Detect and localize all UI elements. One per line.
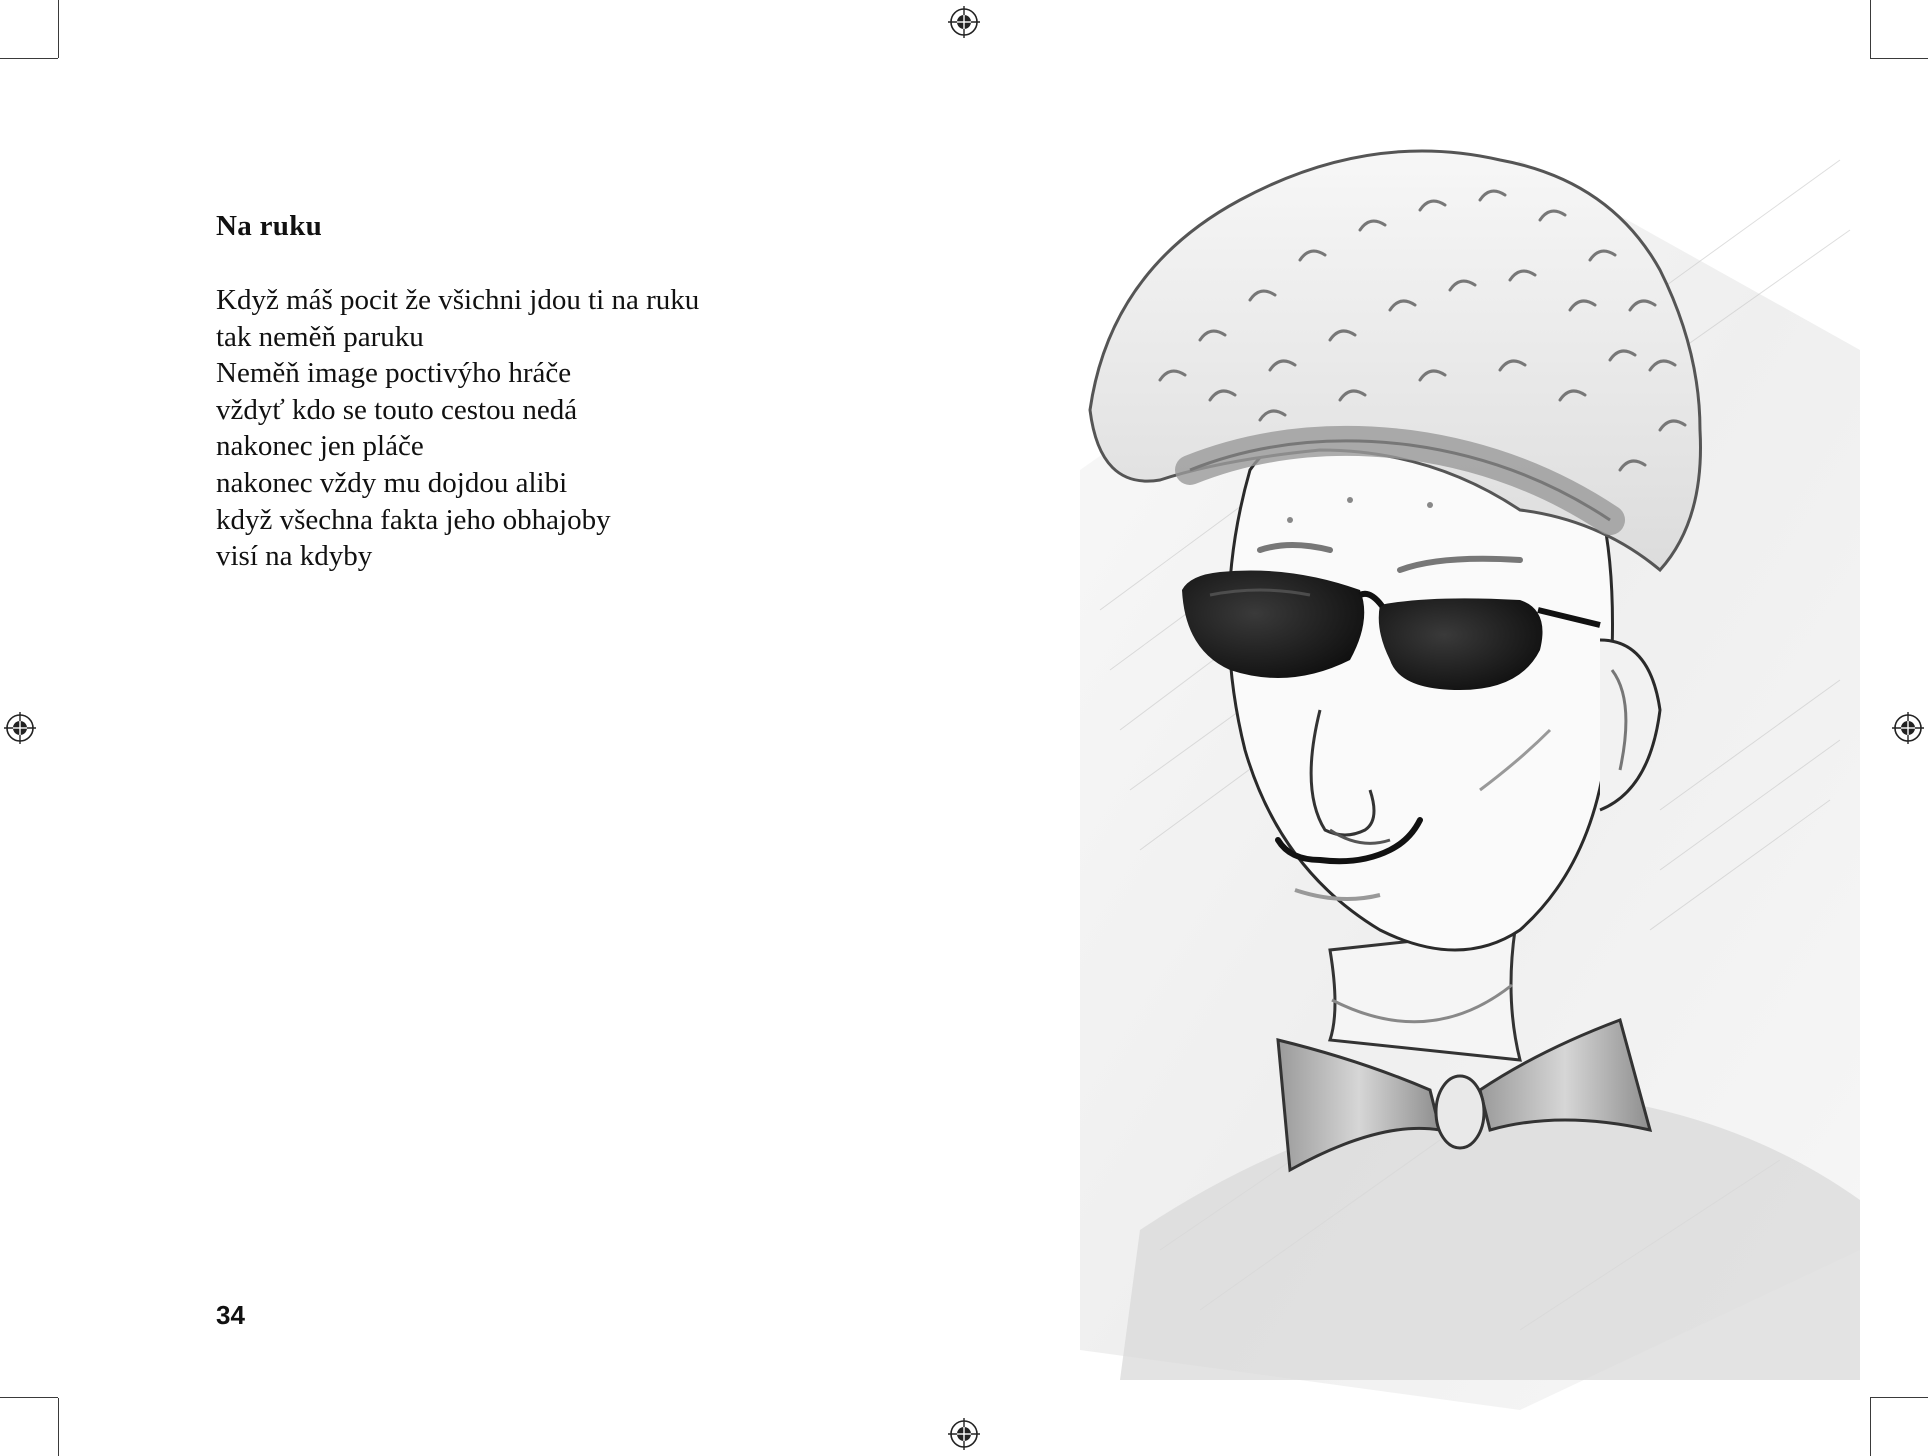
poem-line: vždyť kdo se touto cestou nedá [216, 393, 578, 426]
crop-mark [0, 58, 58, 59]
registration-mark-icon [4, 712, 36, 744]
crop-mark [0, 1397, 58, 1398]
poem-line: tak neměň paruku [216, 320, 424, 353]
poem-line: Neměň image poctivýho hráče [216, 357, 572, 390]
poem-body [216, 282, 976, 575]
crop-mark [58, 1398, 59, 1456]
poem-line: nakonec vždy mu dojdou alibi [216, 466, 568, 499]
crop-mark [58, 0, 59, 58]
poem-title: Na ruku [216, 210, 323, 242]
poem-line: když všechna fakta jeho obhajoby [216, 503, 611, 536]
registration-mark-icon [948, 1418, 980, 1450]
registration-mark-icon [1892, 712, 1924, 744]
poem [216, 208, 976, 575]
page-number: 34 [216, 1300, 245, 1330]
registration-mark-icon [948, 6, 980, 38]
poem-line: nakonec jen pláče [216, 430, 424, 463]
poem-line: visí na kdyby [216, 540, 373, 573]
portrait-illustration [960, 50, 1880, 1410]
poem-line: Když máš pocit že všichni jdou ti na ruku [216, 284, 700, 316]
